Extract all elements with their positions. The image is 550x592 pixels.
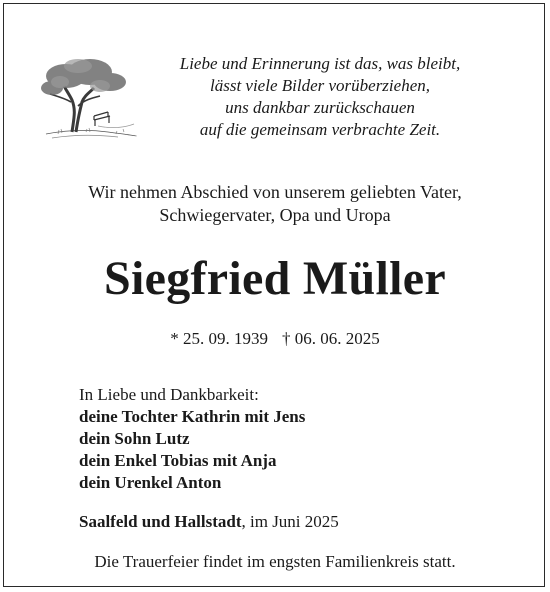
- mourner-item: dein Urenkel Anton: [79, 473, 222, 492]
- place-name: Saalfeld und Hallstadt: [79, 512, 242, 531]
- mourners-lead: In Liebe und Dankbarkeit:: [79, 385, 259, 404]
- funeral-note: Die Trauerfeier findet im engsten Familienkreis statt.: [94, 552, 456, 571]
- notice-date: , im Juni 2025: [241, 512, 339, 531]
- deceased-name: Siegfried Müller: [103, 252, 447, 305]
- farewell-intro: [0, 181, 550, 227]
- poem-line: Liebe und Erinnerung ist das, was bleibt,: [179, 54, 461, 73]
- memorial-poem: [150, 53, 490, 141]
- poem-line: lässt viele Bilder vorüberziehen,: [209, 76, 430, 95]
- mourner-item: dein Sohn Lutz: [79, 429, 190, 448]
- tree-with-bench-icon: [38, 52, 138, 144]
- poem-line: uns dankbar zurückschauen: [225, 98, 415, 117]
- birth-date: * 25. 09. 1939: [170, 329, 268, 348]
- place-and-date: [79, 511, 339, 533]
- mourners-list: [79, 384, 305, 494]
- mourner-item: deine Tochter Kathrin mit Jens: [79, 407, 306, 426]
- death-date: † 06. 06. 2025: [282, 329, 380, 348]
- poem-line: auf die gemeinsam verbrachte Zeit.: [199, 120, 441, 139]
- intro-line: Schwiegervater, Opa und Uropa: [159, 205, 391, 225]
- intro-line: Wir nehmen Abschied von unserem geliebten Vater,: [88, 182, 462, 202]
- life-dates: [0, 328, 550, 350]
- mourner-item: dein Enkel Tobias mit Anja: [79, 451, 277, 470]
